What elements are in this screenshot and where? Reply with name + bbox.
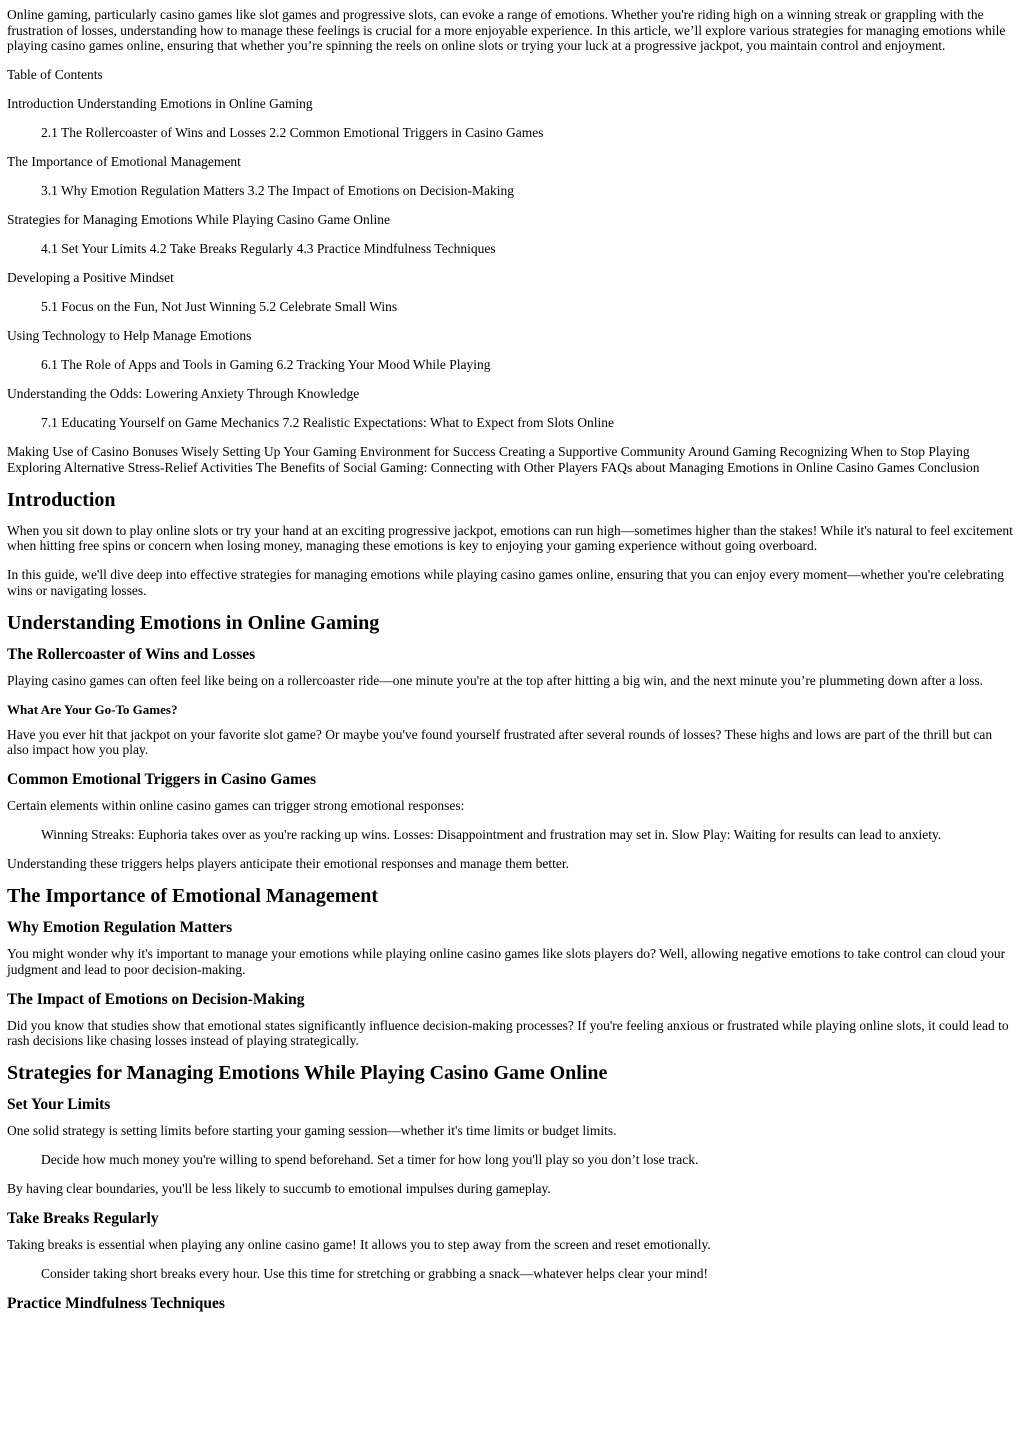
goto-games-paragraph: Have you ever hit that jackpot on your favorite slot game? Or maybe you've found yourself frustrated after several rounds of losses? These highs and lows are part of the thrill but can also impact how you play. [7,726,993,757]
rollercoaster-paragraph: Playing casino games can often feel like being on a rollercoaster ride—one minute you're at the top after hitting a big win, and the next minute you’re plummeting down after a loss. [7,672,984,688]
limits-list: Decide how much money you're willing to spend beforehand. Set a timer for how long you'll play so you don’t lose track. [41,1152,699,1167]
toc-subsections-5[interactable]: 6.1 The Role of Apps and Tools in Gaming 6.2 Tracking Your Mood While Playing [41,357,491,372]
breaks-list: Consider taking short breaks every hour. Use this time for stretching or grabbing a snack—whatever helps clear your mind! [41,1266,708,1281]
limits-paragraph: One solid strategy is setting limits before starting your gaming session—whether it's time limits or budget limits. [7,1123,617,1138]
triggers-heading: Common Emotional Triggers in Casino Games [7,771,317,788]
triggers-paragraph: Certain elements within online casino games can trigger strong emotional responses: [7,798,465,813]
toc-section-4[interactable]: Developing a Positive Mindset [7,270,174,285]
limits-after-paragraph: By having clear boundaries, you'll be less likely to succumb to emotional impulses during gameplay. [7,1181,551,1196]
toc-subsections-2[interactable]: 3.1 Why Emotion Regulation Matters 3.2 The Impact of Emotions on Decision-Making [41,183,515,198]
toc-subsections-6[interactable]: 7.1 Educating Yourself on Game Mechanics 7.2 Realistic Expectations: What to Expect from Slots Online [41,415,615,430]
mindfulness-heading: Practice Mindfulness Techniques [7,1295,225,1312]
why-regulation-paragraph: You might wonder why it's important to manage your emotions while playing online casino games like slots players do? Well, allowing negative emotions to take control can cloud your judgment and lead to poor decision-making. [7,946,1006,977]
rollercoaster-heading: The Rollercoaster of Wins and Losses [7,645,256,663]
toc-subsections-1[interactable]: 2.1 The Rollercoaster of Wins and Losses 2.2 Common Emotional Triggers in Casino Games [41,125,544,140]
toc-section-3[interactable]: Strategies for Managing Emotions While Playing Casino Game Online [7,212,390,227]
triggers-list: Winning Streaks: Euphoria takes over as you're racking up wins. Losses: Disappointment and frustration may set in. Slow Play: Waiting for results can lead to anxiety. [41,827,942,842]
introduction-heading: Introduction [7,488,116,511]
toc-section-2[interactable]: The Importance of Emotional Management [7,154,241,169]
toc-title: Table of Contents [7,67,103,82]
toc-section-1[interactable]: Introduction Understanding Emotions in Online Gaming [7,96,313,111]
toc-section-6[interactable]: Understanding the Odds: Lowering Anxiety Through Knowledge [7,386,360,401]
toc-subsections-4[interactable]: 5.1 Focus on the Fun, Not Just Winning 5.2 Celebrate Small Wins [41,299,398,314]
goto-games-heading: What Are Your Go-To Games? [7,701,178,717]
strategies-heading: Strategies for Managing Emotions While Playing Casino Game Online [7,1062,608,1084]
why-regulation-heading: Why Emotion Regulation Matters [7,919,233,936]
introduction-paragraph-1: When you sit down to play online slots or try your hand at an exciting progressive jackpot, emotions can run high—sometimes higher than the stakes! While it's natural to feel excitement when hitting free spins or concern when losing money, managing these emotions is key to enjoying your gaming experience without going overboard. [7,522,1013,553]
intro-paragraph: Online gaming, particularly casino games like slot games and progressive slots, can evoke a range of emotions. Whether you're riding high on a winning streak or grappling with the frustration of losses, understanding how to manage these feelings is crucial for a more enjoyable experience. In this article, we’ll explore various strategies for managing emotions while playing casino games online, ensuring that whether you’re spinning the reels on online slots or trying your luck at a progressive jackpot, you maintain control and enjoyment. [7,7,1006,53]
impact-heading: The Impact of Emotions on Decision-Making [7,990,305,1008]
understanding-heading: Understanding Emotions in Online Gaming [7,611,380,634]
triggers-after-paragraph: Understanding these triggers helps players anticipate their emotional responses and manage them better. [7,856,569,871]
impact-paragraph: Did you know that studies show that emotional states significantly influence decision-making processes? If you're feeling anxious or frustrated while playing online slots, it could lead to rash decisions like chasing losses instead of playing strategically. [7,1017,1009,1048]
breaks-heading: Take Breaks Regularly [7,1210,159,1227]
toc-section-7[interactable]: Making Use of Casino Bonuses Wisely Setting Up Your Gaming Environment for Success Creating a Supportive Community Around Gaming Recognizing When to Stop Playing Exploring Alternative Stress-Relief Activities The Benefits of Social Gaming: Connecting with Other Players FAQs about Managing Emotions in Online Casino Games Conclusion [7,444,980,475]
importance-heading: The Importance of Emotional Management [7,885,379,907]
toc-section-5[interactable]: Using Technology to Help Manage Emotions [7,328,252,343]
limits-heading: Set Your Limits [7,1096,111,1113]
introduction-paragraph-2: In this guide, we'll dive deep into effective strategies for managing emotions while playing casino games online, ensuring that you can enjoy every moment—whether you're celebrating wins or navigating losses. [7,567,1004,598]
toc-subsections-3[interactable]: 4.1 Set Your Limits 4.2 Take Breaks Regularly 4.3 Practice Mindfulness Techniques [41,241,496,256]
breaks-paragraph: Taking breaks is essential when playing any online casino game! It allows you to step away from the screen and reset emotionally. [7,1237,711,1252]
